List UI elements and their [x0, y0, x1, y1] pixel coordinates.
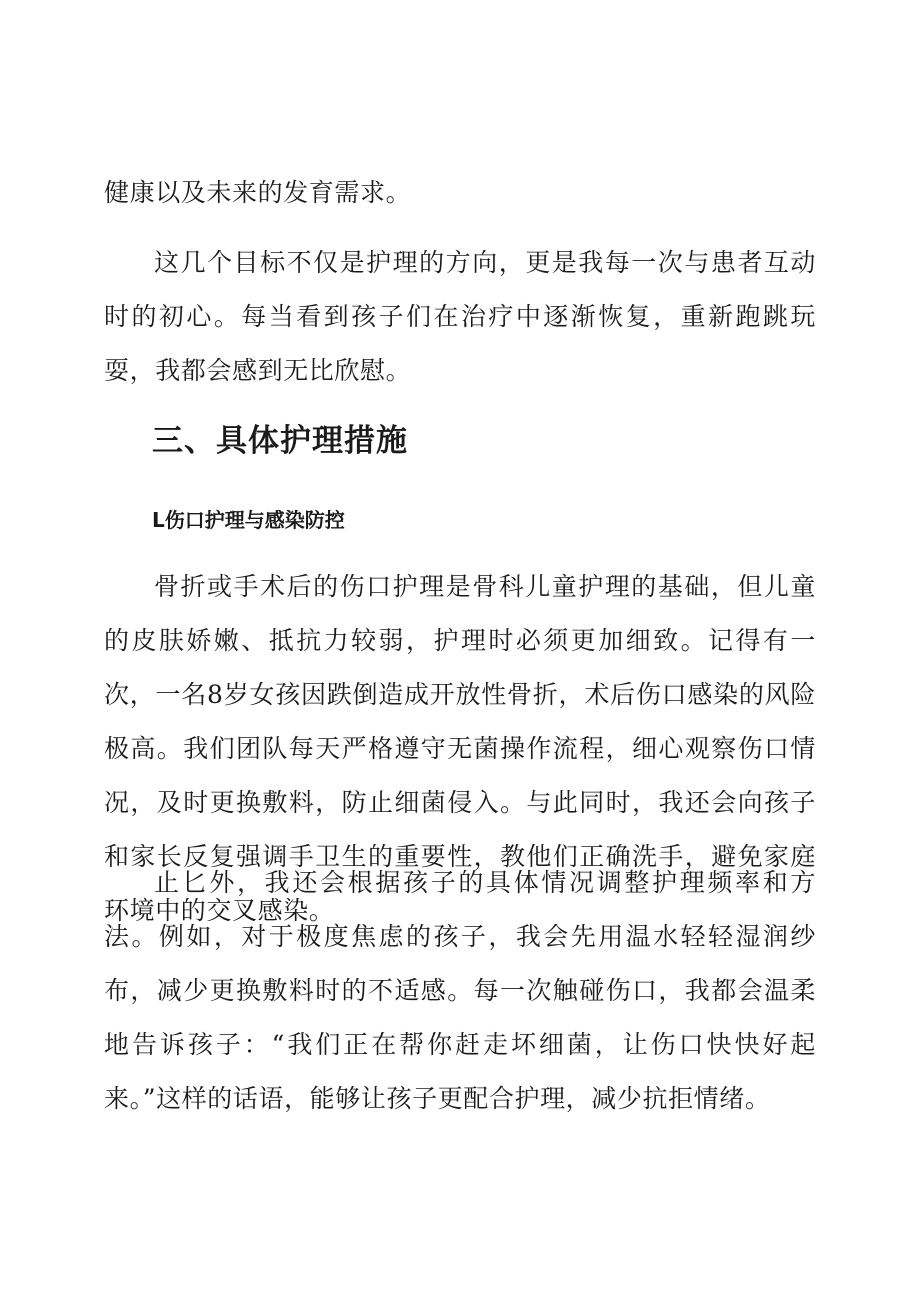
paragraph-goals-reflection: 这几个目标不仅是护理的方向，更是我每一次与患者互动时的初心。每当看到孩子们在治疗中逐渐恢复，重新跑跳玩耍，我都会感到无比欣慰。 [104, 248, 816, 385]
section-heading: 三、具体护理措施 [152, 423, 408, 459]
paragraph-care-adjustment: 止匕外，我还会根据孩子的具体情况调整护理频率和方法。例如，对于极度焦虑的孩子，我会先用温水轻轻湿润纱布，减少更换敷料时的不适感。每一次触碰伤口，我都会温柔地告诉孩子：“我们正在帮你赶走坏细菌，让伤口快快好起来。”这样的话语，能够让孩子更配合护理，减少抗拒情绪。 [104, 868, 816, 1113]
paragraph-continuation: 健康以及未来的发育需求。 [104, 178, 412, 207]
paragraph-wound-care: 骨折或手术后的伤口护理是骨科儿童护理的基础，但儿童的皮肤娇嫩、抵抗力较弱，护理时必须更加细致。记得有一次，一名8岁女孩因跌倒造成开放性骨折，术后伤口感染的风险极高。我们团队每天严格遵守无菌操作流程，细心观察伤口情况，及时更换敷料，防止细菌侵入。与此同时，我还会向孩子和家长反复强调手卫生的重要性，教他们正确洗手，避免家庭环境中的交叉感染。 [104, 572, 816, 925]
subsection-heading: L伤口护理与感染防控 [152, 508, 345, 532]
